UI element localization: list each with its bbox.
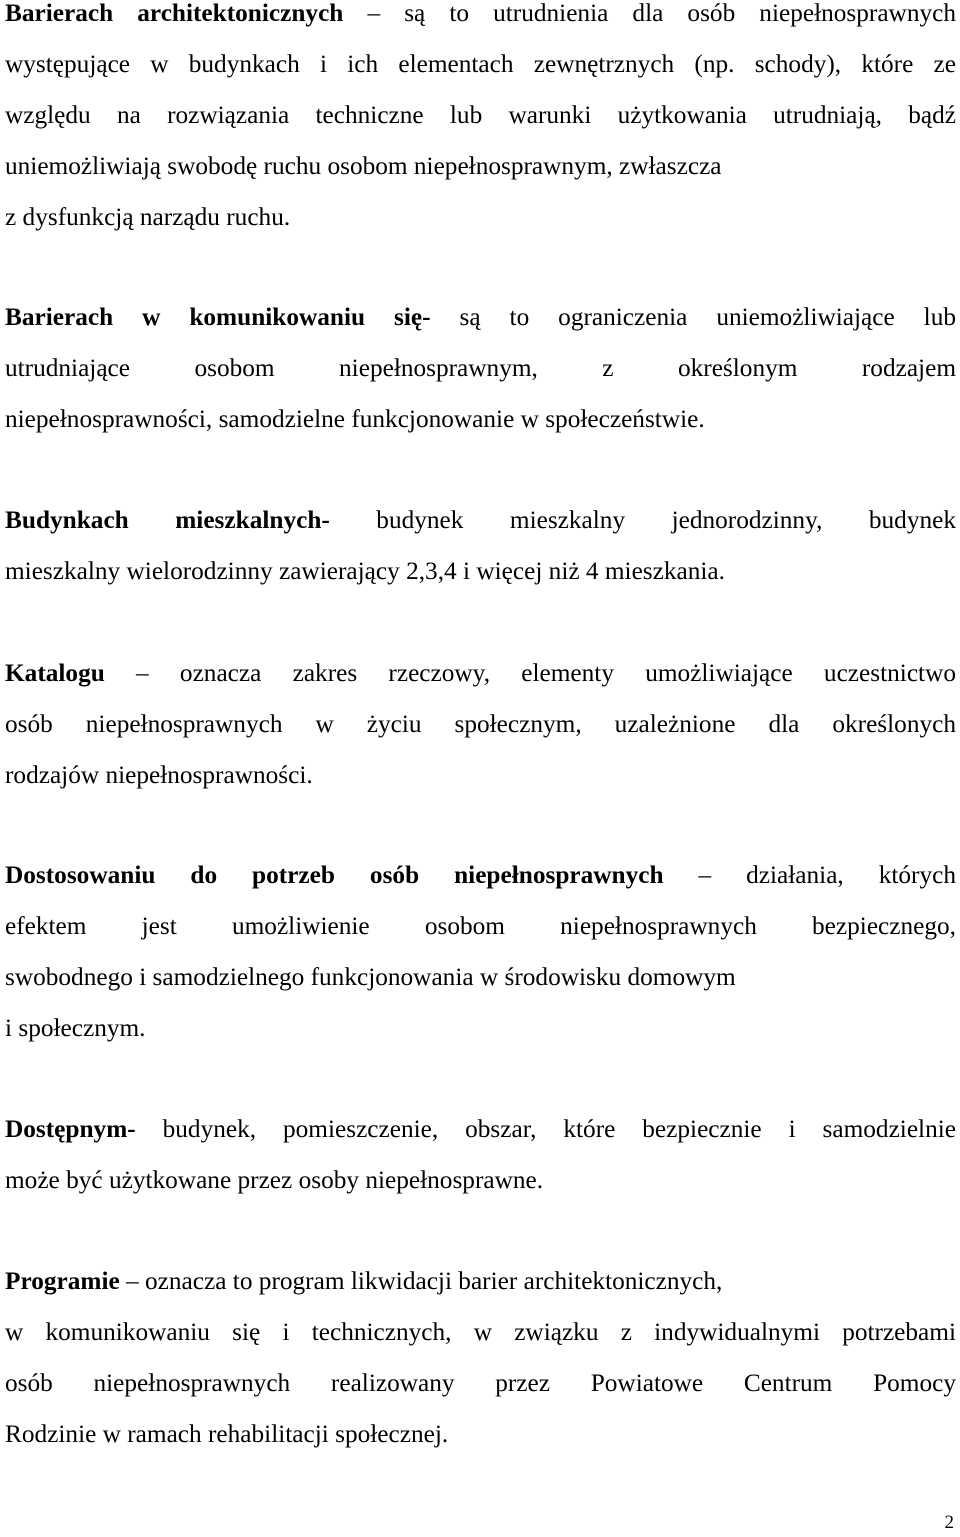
- definition-communication-barriers: [5, 292, 956, 445]
- definition-text: – oznacza to program likwidacji barier architektonicznych,: [119, 1267, 723, 1295]
- definition-line: mieszkalny wielorodzinny zawierający 2,3,4 i więcej niż 4 mieszkania.: [5, 557, 725, 585]
- definition-line: [5, 1104, 956, 1155]
- definition-line: osób niepełnosprawnych w życiu społecznym, uzależnione dla określonych: [5, 710, 956, 738]
- definition-line: względu na rozwiązania techniczne lub warunki użytkowania utrudniają, bądź: [5, 101, 956, 129]
- definition-architectural-barriers: [5, 0, 956, 243]
- definition-line: Rodzinie w ramach rehabilitacji społecznej.: [5, 1420, 449, 1448]
- definition-line: [5, 292, 956, 343]
- definition-line: [5, 495, 956, 546]
- definition-line: i społecznym.: [5, 1014, 146, 1042]
- definition-term: Budynkach mieszkalnych-: [5, 506, 330, 534]
- definition-term: Barierach w komunikowaniu się-: [5, 303, 431, 331]
- definition-term: Katalogu: [5, 659, 105, 687]
- definition-catalog: [5, 648, 956, 801]
- definition-line: [5, 850, 956, 901]
- definition-text: budynek mieszkalny jednorodzinny, budynek: [329, 506, 956, 534]
- definition-line: z dysfunkcją narządu ruchu.: [5, 203, 291, 231]
- definition-term: Programie: [5, 1267, 120, 1295]
- definition-residential-buildings: [5, 495, 956, 597]
- definition-text: – działania, których: [663, 861, 956, 889]
- definition-line: [5, 1256, 956, 1307]
- definition-text: – są to utrudnienia dla osób niepełnosprawnych: [343, 0, 956, 27]
- definition-term: Barierach architektonicznych: [5, 0, 344, 27]
- definition-line: [5, 648, 956, 699]
- definition-text: budynek, pomieszczenie, obszar, które bezpiecznie i samodzielnie: [135, 1115, 956, 1143]
- definition-line: swobodnego i samodzielnego funkcjonowania w środowisku domowym: [5, 963, 736, 991]
- definition-term: Dostępnym-: [5, 1115, 136, 1143]
- definition-accessible: [5, 1104, 956, 1206]
- definition-line: w komunikowaniu się i technicznych, w związku z indywidualnymi potrzebami: [5, 1318, 956, 1346]
- definition-line: osób niepełnosprawnych realizowany przez Powiatowe Centrum Pomocy: [5, 1369, 956, 1397]
- definition-line: niepełnosprawności, samodzielne funkcjonowanie w społeczeństwie.: [5, 405, 705, 433]
- definition-line: efektem jest umożliwienie osobom niepełnosprawnych bezpiecznego,: [5, 912, 956, 940]
- definition-text: są to ograniczenia uniemożliwiające lub: [430, 303, 957, 331]
- definition-line: [5, 0, 956, 39]
- definition-line: uniemożliwiają swobodę ruchu osobom niepełnosprawnym, zwłaszcza: [5, 152, 722, 180]
- definition-line: może być użytkowane przez osoby niepełnosprawne.: [5, 1166, 544, 1194]
- definition-term: Dostosowaniu do potrzeb osób niepełnosprawnych: [5, 861, 664, 889]
- definition-line: utrudniające osobom niepełnosprawnym, z określonym rodzajem: [5, 354, 956, 382]
- definition-text: – oznacza zakres rzeczowy, elementy umożliwiające uczestnictwo: [104, 659, 956, 687]
- definition-adaptation: [5, 850, 956, 1054]
- definition-line: występujące w budynkach i ich elementach zewnętrznych (np. schody), które ze: [5, 50, 956, 78]
- definition-program: [5, 1256, 956, 1460]
- definition-line: rodzajów niepełnosprawności.: [5, 761, 313, 789]
- page-number: 2: [944, 1512, 954, 1533]
